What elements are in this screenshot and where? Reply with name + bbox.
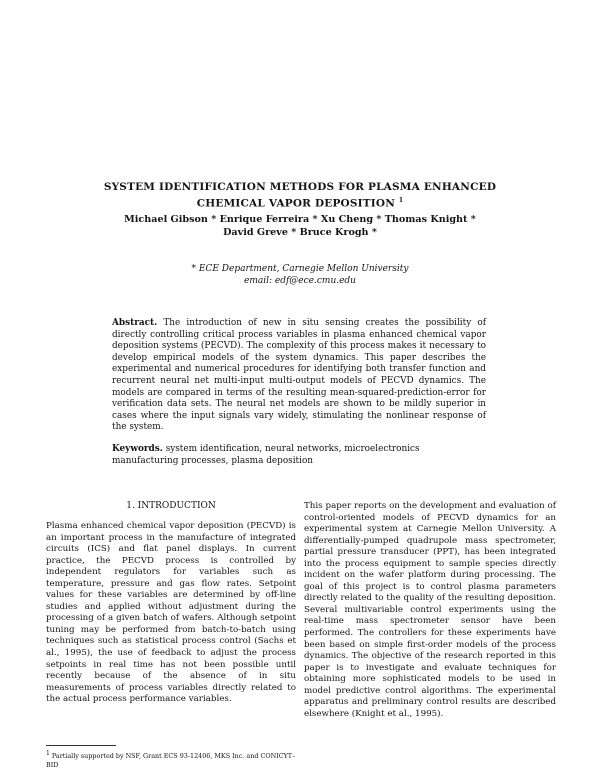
authors-line-1: Michael Gibson * Enrique Ferreira * Xu Cheng * Thomas Knight * (124, 214, 476, 225)
footnote (46, 749, 296, 770)
footnote-mark: 1 (46, 750, 50, 757)
introduction-right-column: This paper reports on the development and evaluation of control-oriented models of PECVD dynamics for an experimental system at Carnegie Mellon University. A differentially-pumped quadrupole mass spectrometer, partial pressure transducer (PPT), has been integrated into the process equipment to sample species directly incident on the wafer platform during processing. The goal of this project is to control plasma parameters directly related to the quality of the resulting deposition. Several multivariable control experiments using the real-time mass spectrometer sensor have been performed. The controllers for these experiments have been based on simple first-order models of the process dynamics. The objective of the research reported in this paper is to investigate and evaluate techniques for obtaining more sophisticated models to be used in model predictive control algorithms. The experimental apparatus and preliminary control results are described elsewhere (Knight et al., 1995). (304, 501, 556, 719)
introduction-left-column: Plasma enhanced chemical vapor deposition (PECVD) is an important process in the manufacture of integrated circuits (ICS) and flat panel displays. In current practice, the PECVD process is controlled by independent regulators for variables such as temperature, pressure and gas flow rates. Setpoint values for these variables are determined by off-line studies and applied without adjustment during the processing of a given batch of wafers. Although setpoint tuning may be performed from batch-to-batch using techniques such as statistical process control (Sachs et al., 1995), the use of feedback to adjust the process setpoints in real time has not been possible until recently because of the absence of in situ measurements of process variables directly related to the actual process performance variables. (46, 521, 296, 705)
abstract-text: The introduction of new in situ sensing creates the possibility of directly controlling critical process variables in plasma enhanced chemical vapor deposition systems (PECVD). The complexity of this process makes it necessary to develop empirical models of the system dynamics. This paper describes the experimental and numerical procedures for identifying both transfer function and recurrent neural net multi-input multi-output models of PECVD dynamics. The models are compared in terms of the resulting mean-squared-prediction-error for verification data sets. The neural net models are shown to be mildly superior in cases where the input signals vary widely, stimulating the nonlinear response of the system. (112, 318, 486, 433)
affiliation-email: email: edf@ece.cmu.edu (244, 276, 356, 286)
abstract (112, 318, 486, 434)
paper-title (0, 181, 600, 211)
keywords (112, 444, 486, 467)
footnote-text: Partially supported by NSF, Grant ECS 93-12406, MKS Inc. and CONICYT–BID (46, 752, 296, 770)
title-line-1: SYSTEM IDENTIFICATION METHODS FOR PLASMA ENHANCED (103, 181, 497, 193)
abstract-label: Abstract. (112, 318, 158, 328)
title-footnote-mark: 1 (398, 197, 404, 204)
affiliation (0, 263, 600, 287)
author-list (0, 213, 600, 239)
keywords-label: Keywords. (112, 444, 163, 454)
footnote-rule (46, 745, 116, 746)
title-line-2 (0, 194, 600, 211)
keywords-text: system identification, neural networks, microelectronics manufacturing processes, plasma deposition (112, 444, 420, 466)
title-line-2-text: CHEMICAL VAPOR DEPOSITION (196, 197, 396, 210)
authors-line-2: David Greve * Bruce Krogh * (223, 227, 377, 238)
affiliation-dept: * ECE Department, Carnegie Mellon University (191, 264, 409, 274)
section-heading: 1. INTRODUCTION (126, 501, 216, 511)
